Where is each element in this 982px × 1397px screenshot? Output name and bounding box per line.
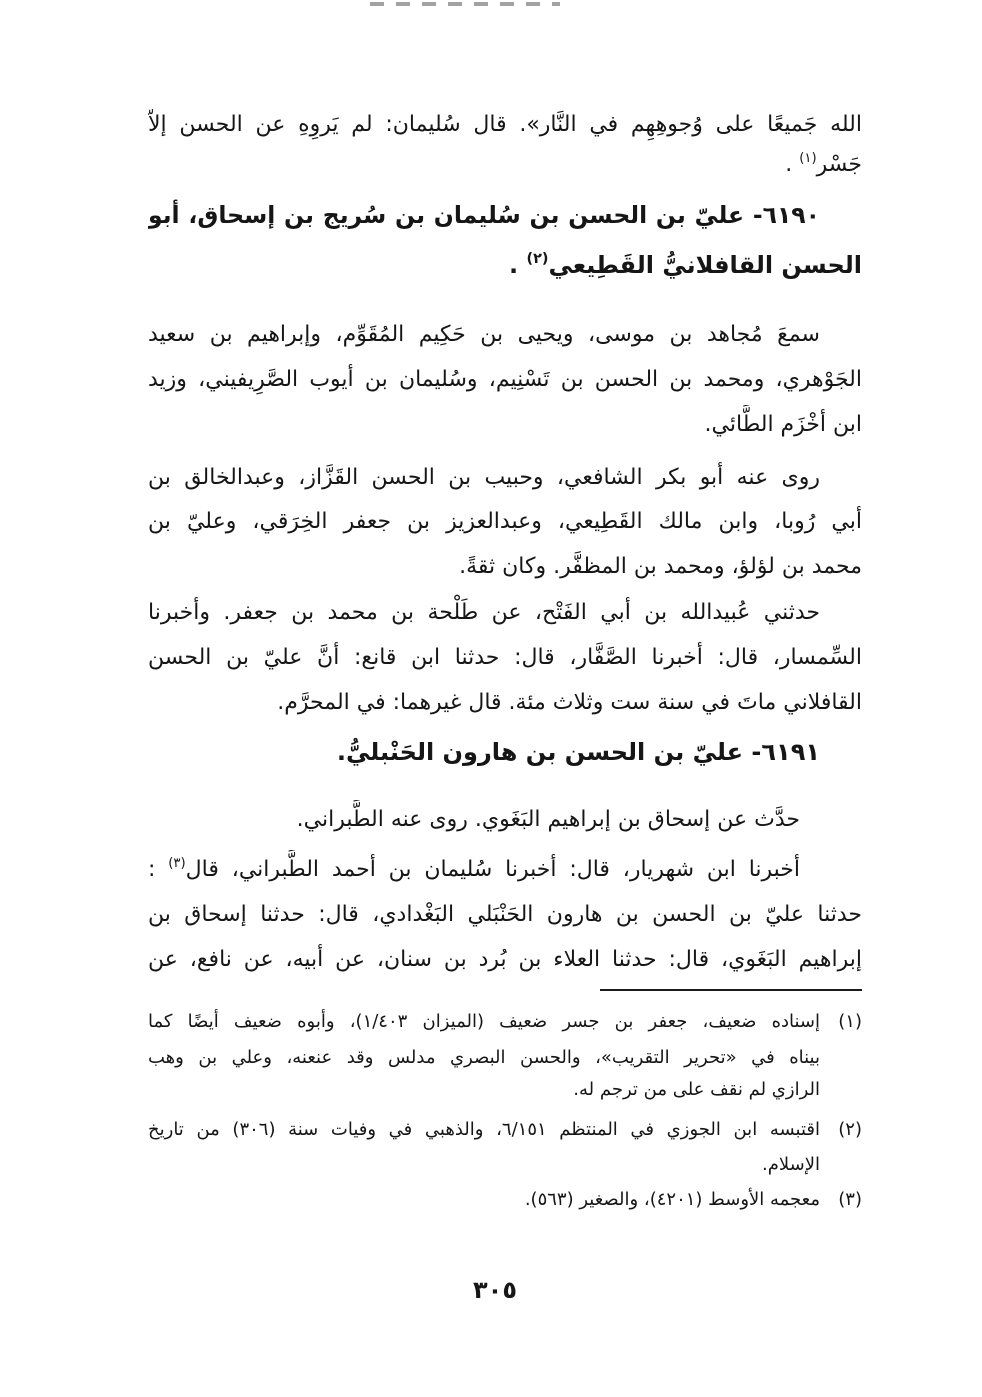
- continuation-line-2-end: .: [785, 152, 800, 177]
- entry-6190-heading-line-2-end: .: [509, 251, 527, 279]
- entry-6190-heard-from-line: الجَوْهري، ومحمد بن الحسن بن تَسْنِيم، وسُليمان بن أيوب الصَّرِيفيني، وزيد: [148, 367, 862, 392]
- entry-6191-isnad-line: إبراهيم البَغَوي، قال: حدثنا العلاء بن بُرد بن سنان، عن أبيه، عن نافع، عن: [148, 947, 862, 972]
- footnote-3-line: معجمه الأوسط (٤٢٠١)، والصغير (٥٦٣).: [524, 1189, 820, 1210]
- entry-6190-heard-from-line: سمعَ مُجاهد بن موسى، ويحيى بن حَكِيم المُقَوِّم، وإبراهيم بن سعيد: [148, 322, 820, 347]
- footnote-ref-3[interactable]: (٣): [168, 855, 186, 871]
- entry-6191-heading: ٦١٩١- عليّ بن الحسن بن هارون الحَنْبليُّ.: [336, 738, 820, 766]
- entry-6191-isnad-line-1-end: :: [148, 857, 169, 882]
- entry-6190-heading-line-2-text: الحسن القافلانيُّ القَطِيعي: [548, 251, 862, 279]
- footnote-ref-2[interactable]: (٢): [526, 250, 549, 267]
- footnote-ref-1[interactable]: (١): [799, 150, 817, 166]
- footnote-marker-3: (٣): [838, 1189, 862, 1210]
- footnote-1-line: الرازي لم نقف على من ترجم له.: [573, 1079, 820, 1100]
- entry-6190-death-line: السِّمسار، قال: أخبرنا الصَّفَّار، قال: حدثنا ابن قانع: أنَّ عليّ بن الحسن: [148, 645, 862, 670]
- entry-6190-heading-line-1: ٦١٩٠- عليّ بن الحسن بن سُليمان بن سُريج بن إسحاق، أبو: [148, 201, 820, 229]
- entry-6191-isnad-line-1: [148, 850, 800, 890]
- entry-6190-narrated-by-line: أبي رُوبا، وابن مالك القَطِيعي، وعبدالعزيز بن جعفر الخِرَقي، وعليّ بن: [148, 509, 862, 534]
- footnote-marker-2: (٢): [838, 1119, 862, 1140]
- entry-6190-narrated-by-line: محمد بن لؤلؤ، ومحمد بن المظفَّر. وكان ثقةً.: [459, 554, 862, 579]
- footnote-2-line: الإسلام.: [762, 1154, 820, 1175]
- continuation-line-2-text: جَسْر: [816, 152, 862, 177]
- continuation-line-2: [148, 145, 862, 185]
- entry-6191-isnad-line-1-text: أخبرنا ابن شهريار، قال: أخبرنا سُليمان بن أحمد الطَّبراني، قال: [185, 857, 800, 882]
- footnote-separator: [600, 989, 862, 991]
- entry-6191-isnad-line: حدثنا عليّ بن الحسن بن هارون الحَنْبَلي البَغْدادي، قال: حدثنا إسحاق بن: [148, 902, 862, 927]
- entry-6190-heading-line-2: [148, 245, 862, 285]
- entry-6190-narrated-by-line: روى عنه أبو بكر الشافعي، وحبيب بن الحسن القَزَّاز، وعبدالخالق بن: [148, 465, 820, 490]
- entry-6190-death-line: القافلاني ماتَ في سنة ست وثلاث مئة. قال غيرهما: في المحرَّم.: [277, 690, 862, 715]
- page-number: ٣٠٥: [473, 1276, 517, 1304]
- entry-6191-narration: حدَّث عن إسحاق بن إبراهيم البَغَوي. روى عنه الطَّبراني.: [296, 807, 800, 832]
- footnote-2-line: اقتبسه ابن الجوزي في المنتظم ٦/١٥١، والذهبي في وفيات سنة (٣٠٦) من تاريخ: [148, 1119, 820, 1140]
- footnote-1-line: بيناه في «تحرير التقريب»، والحسن البصري مدلس وقد عنعنه، وعلي بن وهب: [148, 1047, 820, 1068]
- continuation-line-1: الله جَميعًا على وُجوهِهِم في النَّار». قال سُليمان: لم يَروِهِ عن الحسن إلاّ: [148, 112, 862, 137]
- footnote-1-line: إسناده ضعيف، جعفر بن جسر ضعيف (الميزان ١/٤٠٣)، وأبوه ضعيف أيضًا كما: [148, 1011, 820, 1032]
- entry-6190-death-line: حدثني عُبيدالله بن أبي الفَتْح، عن طَلْحة بن محمد بن جعفر. وأخبرنا: [148, 600, 820, 625]
- entry-6190-heard-from-line: ابن أخْزَم الطَّائي.: [704, 412, 862, 437]
- footnote-marker-1: (١): [838, 1011, 862, 1032]
- scan-header-artifact: [370, 2, 560, 6]
